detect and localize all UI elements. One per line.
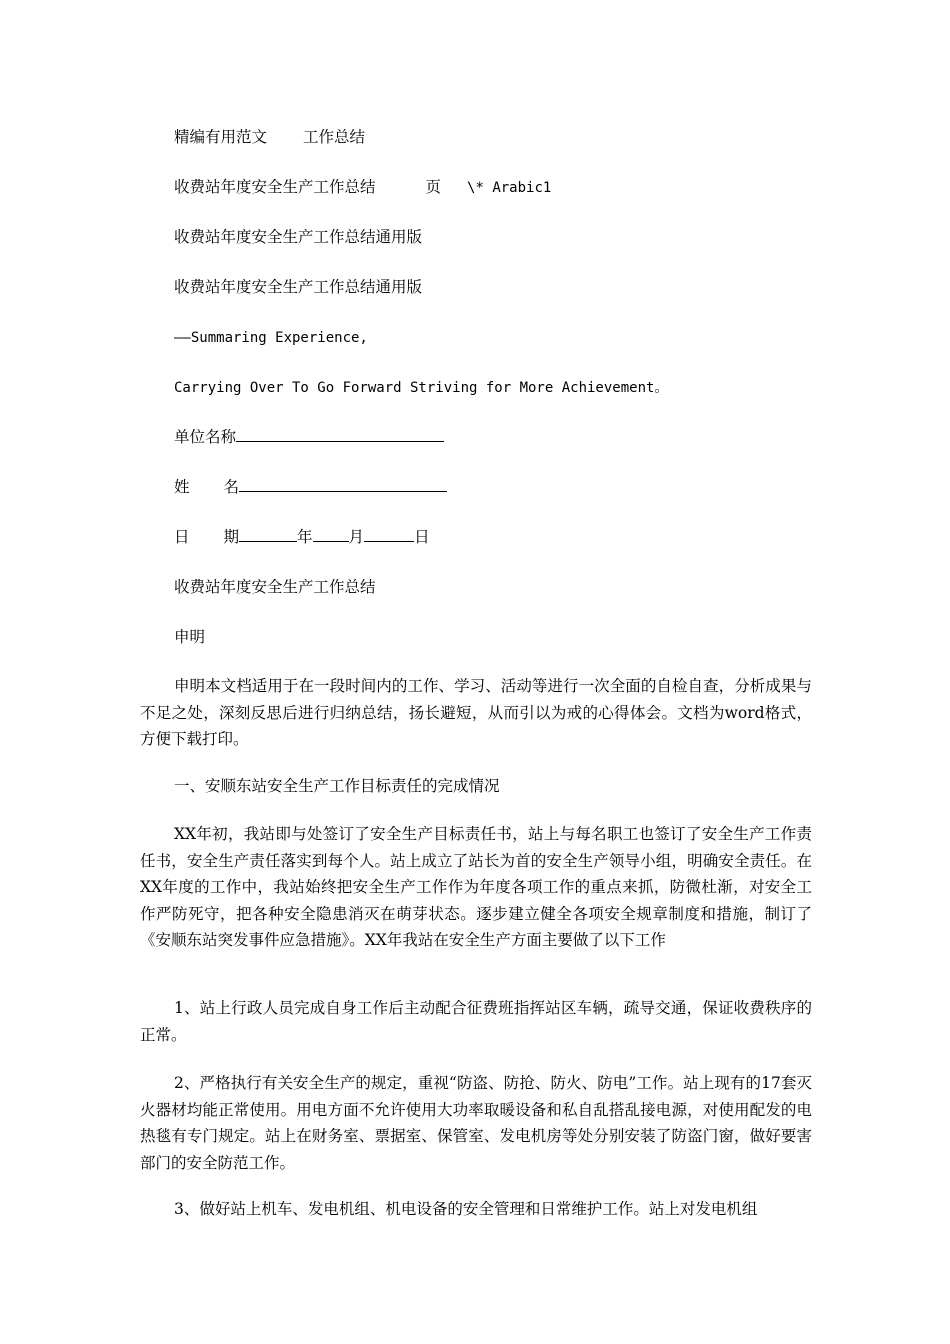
title-field-line: [174, 177, 551, 198]
title-field-page-word: 页: [425, 178, 442, 196]
doc-title: 收费站年度安全生产工作总结: [174, 578, 376, 596]
subtitle-line-2: [174, 377, 668, 398]
section1-paragraph: XX年初，我站即与处签订了安全生产目标责任书，站上与每名职工也签订了安全生产工作责任书，安全生产责任落实到每个人。站上成立了站长为首的安全生产领导小组，明确安全责任。在XX年度的工作中，我站始终把安全生产工作作为年度各项工作的重点来抓，防微杜渐，对安全工作严防死守，把各种安全隐患消灭在萌芽状态。逐步建立健全各项安全规章制度和措施，制订了《安顺东站突发事件应急措施》。XX年我站在安全生产方面主要做了以下工作: [140, 825, 812, 949]
unit-name-label: 单位名称: [174, 428, 237, 446]
subtitle-text-1: ——Summaring Experience,: [174, 330, 368, 346]
date-label-1: 日: [174, 528, 190, 546]
header-right: 工作总结: [303, 128, 366, 146]
day-blank: [364, 527, 414, 542]
title-field-title: 收费站年度安全生产工作总结: [174, 178, 376, 196]
item1-paragraph: 1、站上行政人员完成自身工作后主动配合征费班指挥站区车辆，疏导交通，保证收费秩序的正常。: [140, 999, 812, 1044]
subtitle-text-2: Carrying Over To Go Forward Striving for More Achievement。: [174, 380, 669, 396]
unit-name-field: [174, 427, 444, 447]
header-left: 精编有用范文: [174, 128, 268, 146]
statement-heading: 申明: [174, 628, 206, 646]
year-label: 年: [297, 528, 313, 546]
name-label-1: 姓: [174, 478, 190, 496]
day-label: 日: [414, 528, 430, 546]
item2-paragraph: 2、严格执行有关安全生产的规定，重视“防盗、防抢、防火、防电”工作。站上现有的17套灭火器材均能正常使用。用电方面不允许使用大功率取暖设备和私自乱搭乱接电源，对使用配发的电热毯有专门规定。站上在财务室、票据室、保管室、发电机房等处分别安装了防盗门窗，做好要害部门的安全防范工作。: [140, 1074, 812, 1172]
statement-paragraph: 申明本文档适用于在一段时间内的工作、学习、活动等进行一次全面的自检自查，分析成果与不足之处，深刻反思后进行归纳总结，扬长避短，从而引以为戒的心得体会。文档为word格式，方便下载打印。: [140, 677, 812, 748]
date-field: [174, 527, 430, 547]
month-label: 月: [348, 528, 365, 546]
name-label-2: 名: [223, 478, 240, 496]
document-title-1: 收费站年度安全生产工作总结通用版: [174, 228, 423, 246]
name-field: [174, 477, 447, 497]
page-header: [174, 127, 365, 147]
name-blank: [239, 477, 447, 492]
subtitle-line-1: [174, 327, 368, 348]
year-blank: [239, 527, 297, 542]
field-code: \* Arabic1: [467, 180, 552, 196]
month-blank: [313, 527, 349, 542]
date-label-2: 期: [223, 528, 240, 546]
section1-heading: 一、安顺东站安全生产工作目标责任的完成情况: [174, 777, 500, 795]
document-title-2: 收费站年度安全生产工作总结通用版: [174, 278, 423, 296]
item3-paragraph: 3、做好站上机车、发电机组、机电设备的安全管理和日常维护工作。站上对发电机组: [174, 1200, 758, 1218]
unit-name-blank: [236, 427, 444, 442]
